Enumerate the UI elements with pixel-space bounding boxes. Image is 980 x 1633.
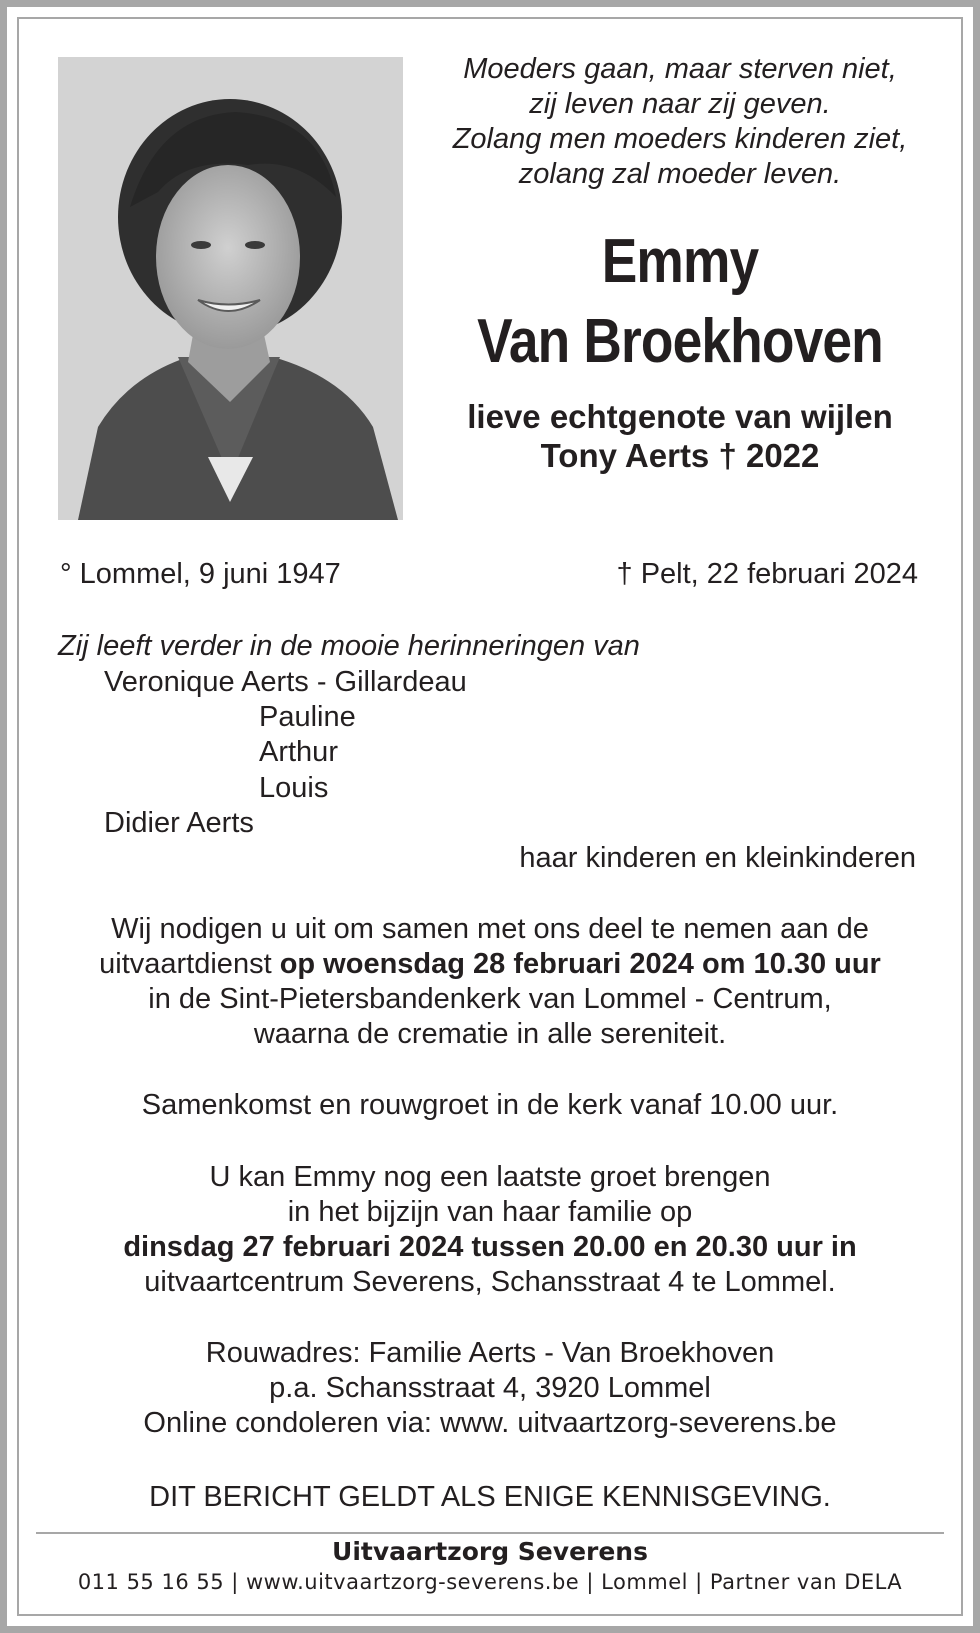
service-text: uitvaartdienst: [99, 948, 280, 980]
service-line: Wij nodigen u uit om samen met ons deel te nemen aan de: [111, 913, 869, 945]
survivors-relation: haar kinderen en kleinkinderen: [519, 842, 916, 874]
portrait-photo: [58, 57, 403, 520]
spouse-line: lieve echtgenote van wijlen: [467, 398, 893, 435]
survivors-intro: Zij leeft verder in de mooie herinneringen van: [58, 630, 640, 662]
footer-divider: [36, 1532, 944, 1534]
poem-line: zolang zal moeder leven.: [518, 158, 842, 190]
deceased-last-name: Van Broekhoven: [477, 307, 883, 376]
funeral-home-name: Uitvaartzorg Severens: [332, 1537, 648, 1566]
service-invitation: [30, 912, 950, 1052]
poem-line: Moeders gaan, maar sterven niet,: [463, 53, 897, 85]
poem-line: zij leven naar zij geven.: [529, 88, 831, 120]
survivor-name: Arthur: [259, 736, 338, 768]
deceased-name: [456, 222, 903, 382]
service-line: [30, 947, 950, 982]
condolence-address: Rouwadres: Familie Aerts - Van Broekhoven: [205, 1337, 775, 1369]
notice-statement: DIT BERICHT GELDT ALS ENIGE KENNISGEVING.: [149, 1481, 831, 1513]
visitation-line: U kan Emmy nog een laatste groet brengen: [209, 1161, 771, 1193]
contact-info: [30, 1336, 950, 1441]
spouse-info: [420, 397, 940, 475]
poem-line: Zolang men moeders kinderen ziet,: [452, 123, 908, 155]
visitation-datetime: [30, 1230, 950, 1265]
spouse-name: Tony Aerts † 2022: [540, 437, 820, 474]
visitation-info: [30, 1160, 950, 1300]
service-line: waarna de crematie in alle sereniteit.: [253, 1018, 727, 1050]
funeral-home-contact: 011 55 16 55 | www.uitvaartzorg-severens.be | Lommel | Partner van DELA: [77, 1570, 903, 1594]
birth-date: ° Lommel, 9 juni 1947: [60, 558, 341, 590]
service-datetime: op woensdag 28 februari 2024 om 10.30 uur: [279, 948, 881, 980]
gathering-info: Samenkomst en rouwgroet in de kerk vanaf 10.00 uur.: [141, 1089, 839, 1121]
visitation-datetime-text: dinsdag 27 februari 2024 tussen 20.00 en 20.30 uur in: [123, 1231, 857, 1263]
death-date: † Pelt, 22 februari 2024: [616, 558, 918, 590]
service-line: in de Sint-Pietersbandenkerk van Lommel - Centrum,: [148, 983, 832, 1015]
visitation-line: in het bijzijn van haar familie op: [287, 1196, 693, 1228]
memorial-poem: [420, 52, 940, 192]
survivor-name: Pauline: [259, 701, 356, 733]
survivor-name: Veronique Aerts - Gillardeau: [104, 666, 467, 698]
survivor-name: Louis: [259, 772, 329, 804]
online-condolence: Online condoleren via: www. uitvaartzorg-severens.be: [143, 1407, 837, 1439]
condolence-address: p.a. Schansstraat 4, 3920 Lommel: [269, 1372, 711, 1404]
visitation-line: uitvaartcentrum Severens, Schansstraat 4 te Lommel.: [144, 1266, 836, 1298]
survivor-name: Didier Aerts: [104, 807, 254, 839]
deceased-first-name: Emmy: [601, 227, 759, 296]
